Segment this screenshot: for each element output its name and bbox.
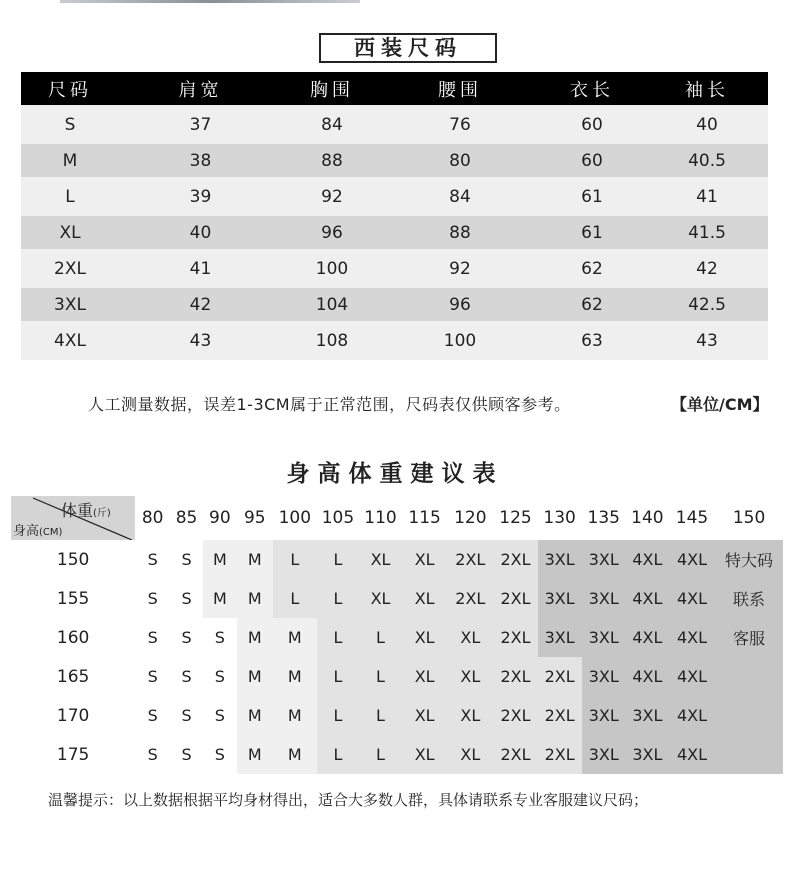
height-row	[11, 735, 783, 774]
table-cell: 92	[382, 249, 538, 288]
size-cell: 4XL	[669, 657, 715, 696]
suit-size-table	[21, 72, 768, 360]
size-cell: XL	[447, 696, 493, 735]
table-cell: 100	[382, 321, 538, 360]
height-cell: 150	[11, 540, 135, 579]
size-cell: 3XL	[626, 735, 669, 774]
table-cell: 40.5	[646, 144, 768, 177]
table-row	[21, 177, 768, 216]
size-cell: 3XL	[582, 735, 626, 774]
size-cell: XL	[402, 696, 447, 735]
size-cell: 4XL	[669, 735, 715, 774]
height-row	[11, 540, 783, 579]
size-cell: S	[135, 657, 170, 696]
weight-header-cell: 80	[135, 496, 170, 540]
table-cell: 61	[538, 177, 646, 216]
size-cell: M	[273, 735, 317, 774]
size-cell: 4XL	[669, 618, 715, 657]
size-cell: XL	[359, 579, 402, 618]
size-cell: L	[359, 735, 402, 774]
table-row	[21, 144, 768, 177]
tip-note: 温馨提示：以上数据根据平均身材得出，适合大多数人群，具体请联系专业客服建议尺码；	[48, 791, 649, 809]
size-cell: S	[170, 735, 203, 774]
weight-header-cell: 145	[669, 496, 715, 540]
height-axis-label	[13, 520, 62, 539]
table-cell: 60	[538, 144, 646, 177]
table-cell: 88	[382, 216, 538, 249]
height-unit: (CM)	[39, 527, 63, 538]
size-cell: S	[203, 735, 237, 774]
table-cell: 63	[538, 321, 646, 360]
size-cell: 4XL	[626, 579, 669, 618]
weight-header-cell: 110	[359, 496, 402, 540]
table-cell: 96	[382, 288, 538, 321]
height-row	[11, 618, 783, 657]
col-header-sleeve: 袖长	[646, 72, 768, 105]
height-cell: 170	[11, 696, 135, 735]
table-cell: 84	[382, 177, 538, 216]
weight-header-cell: 150	[715, 496, 783, 540]
weight-unit: (斤)	[93, 508, 111, 519]
size-cell: XL	[447, 657, 493, 696]
size-cell: 3XL	[582, 540, 626, 579]
size-cell: S	[203, 696, 237, 735]
size-cell: L	[273, 540, 317, 579]
weight-header-cell: 105	[317, 496, 359, 540]
unit-note: 【单位/CM】	[671, 395, 769, 414]
size-cell: 3XL	[582, 696, 626, 735]
table-cell: 4XL	[21, 321, 119, 360]
size-cell: 3XL	[626, 696, 669, 735]
size-cell: L	[317, 618, 359, 657]
contact-service-cell	[715, 696, 783, 735]
height-row	[11, 579, 783, 618]
table-cell: S	[21, 105, 119, 144]
size-cell: M	[273, 657, 317, 696]
size-cell: M	[273, 618, 317, 657]
col-header-length: 衣长	[538, 72, 646, 105]
size-cell: 2XL	[493, 579, 537, 618]
col-header-waist: 腰围	[382, 72, 538, 105]
table-cell: 42	[119, 288, 282, 321]
size-cell: S	[135, 696, 170, 735]
table-cell: 37	[119, 105, 282, 144]
table-row	[21, 321, 768, 360]
weight-header-cell: 120	[447, 496, 493, 540]
height-cell: 175	[11, 735, 135, 774]
contact-service-cell	[715, 657, 783, 696]
weight-header-cell: 130	[538, 496, 582, 540]
table-cell: 41	[119, 249, 282, 288]
weight-header-cell: 125	[493, 496, 537, 540]
table-cell: 60	[538, 105, 646, 144]
weight-header-cell: 115	[402, 496, 447, 540]
size-cell: S	[203, 618, 237, 657]
contact-service-cell: 特大码	[715, 540, 783, 579]
table-cell: L	[21, 177, 119, 216]
height-cell: 165	[11, 657, 135, 696]
height-row	[11, 696, 783, 735]
size-cell: S	[170, 618, 203, 657]
size-cell: M	[237, 735, 273, 774]
table-row	[21, 216, 768, 249]
size-cell: S	[203, 657, 237, 696]
size-cell: 2XL	[493, 657, 537, 696]
col-header-shoulder: 肩宽	[119, 72, 282, 105]
size-cell: S	[170, 540, 203, 579]
height-cell: 160	[11, 618, 135, 657]
table-cell: 41	[646, 177, 768, 216]
size-cell: 4XL	[626, 540, 669, 579]
table-cell: 40	[646, 105, 768, 144]
size-cell: L	[317, 735, 359, 774]
size-cell: M	[237, 579, 273, 618]
size-cell: 3XL	[582, 579, 626, 618]
size-cell: L	[317, 579, 359, 618]
size-cell: 2XL	[538, 696, 582, 735]
size-cell: M	[273, 696, 317, 735]
size-cell: L	[317, 540, 359, 579]
measurement-note: 人工测量数据，误差1-3CM属于正常范围，尺码表仅供顾客参考。	[88, 395, 571, 414]
table-cell: XL	[21, 216, 119, 249]
contact-service-cell: 联系	[715, 579, 783, 618]
table-cell: 40	[119, 216, 282, 249]
size-cell: M	[237, 657, 273, 696]
height-weight-table	[11, 496, 783, 774]
table-cell: 62	[538, 249, 646, 288]
table-cell: 92	[282, 177, 382, 216]
size-cell: 3XL	[538, 540, 582, 579]
top-banner-edge	[60, 0, 360, 3]
size-cell: 4XL	[626, 657, 669, 696]
size-cell: XL	[447, 735, 493, 774]
size-cell: L	[359, 618, 402, 657]
size-cell: XL	[402, 735, 447, 774]
suit-size-title: 西装尺码	[319, 33, 497, 63]
size-cell: XL	[402, 540, 447, 579]
table-cell: 42.5	[646, 288, 768, 321]
weight-header-cell: 95	[237, 496, 273, 540]
size-cell: S	[170, 696, 203, 735]
size-cell: 3XL	[582, 618, 626, 657]
table-row	[21, 249, 768, 288]
table-cell: 43	[646, 321, 768, 360]
size-cell: S	[135, 579, 170, 618]
size-cell: 3XL	[538, 618, 582, 657]
weight-header-cell: 85	[170, 496, 203, 540]
size-cell: 4XL	[626, 618, 669, 657]
size-cell: L	[273, 579, 317, 618]
size-cell: S	[135, 540, 170, 579]
size-cell: M	[237, 696, 273, 735]
size-cell: XL	[359, 540, 402, 579]
col-header-chest: 胸围	[282, 72, 382, 105]
size-cell: 4XL	[669, 696, 715, 735]
size-cell: M	[237, 618, 273, 657]
height-weight-title: 身高体重建议表	[286, 461, 504, 487]
size-cell: 2XL	[447, 579, 493, 618]
weight-axis-label	[61, 498, 111, 521]
header-corner	[11, 496, 135, 540]
size-cell: 2XL	[538, 657, 582, 696]
size-cell: 2XL	[493, 540, 537, 579]
table-cell: 39	[119, 177, 282, 216]
contact-service-cell	[715, 735, 783, 774]
size-cell: M	[203, 540, 237, 579]
weight-header-cell: 100	[273, 496, 317, 540]
table-cell: 104	[282, 288, 382, 321]
weight-header-cell: 135	[582, 496, 626, 540]
table-cell: 38	[119, 144, 282, 177]
table-cell: M	[21, 144, 119, 177]
size-cell: 3XL	[582, 657, 626, 696]
size-cell: M	[237, 540, 273, 579]
size-cell: XL	[402, 657, 447, 696]
contact-service-cell: 客服	[715, 618, 783, 657]
size-cell: M	[203, 579, 237, 618]
size-cell: 2XL	[447, 540, 493, 579]
height-label: 身高	[13, 524, 40, 539]
size-cell: 4XL	[669, 540, 715, 579]
weight-header-cell: 140	[626, 496, 669, 540]
table-cell: 41.5	[646, 216, 768, 249]
table-row	[21, 288, 768, 321]
weight-header-row	[11, 496, 783, 540]
size-cell: XL	[402, 618, 447, 657]
table-cell: 76	[382, 105, 538, 144]
size-cell: 2XL	[493, 618, 537, 657]
suit-size-header-row	[21, 72, 768, 105]
size-cell: XL	[402, 579, 447, 618]
size-cell: S	[135, 735, 170, 774]
table-cell: 3XL	[21, 288, 119, 321]
size-cell: L	[359, 657, 402, 696]
table-cell: 80	[382, 144, 538, 177]
weight-header-cell: 90	[203, 496, 237, 540]
table-cell: 62	[538, 288, 646, 321]
size-cell: L	[317, 696, 359, 735]
table-cell: 2XL	[21, 249, 119, 288]
size-cell: 2XL	[493, 735, 537, 774]
table-cell: 43	[119, 321, 282, 360]
size-cell: 3XL	[538, 579, 582, 618]
table-cell: 100	[282, 249, 382, 288]
size-cell: XL	[447, 618, 493, 657]
height-cell: 155	[11, 579, 135, 618]
table-cell: 84	[282, 105, 382, 144]
size-cell: 2XL	[493, 696, 537, 735]
height-row	[11, 657, 783, 696]
weight-label: 体重	[61, 501, 94, 520]
col-header-size: 尺码	[21, 72, 119, 105]
table-cell: 61	[538, 216, 646, 249]
table-cell: 42	[646, 249, 768, 288]
table-cell: 96	[282, 216, 382, 249]
size-cell: L	[359, 696, 402, 735]
size-cell: S	[170, 579, 203, 618]
table-cell: 108	[282, 321, 382, 360]
table-row	[21, 105, 768, 144]
size-cell: L	[317, 657, 359, 696]
size-cell: S	[135, 618, 170, 657]
size-cell: 4XL	[669, 579, 715, 618]
table-cell: 88	[282, 144, 382, 177]
size-cell: S	[170, 657, 203, 696]
size-cell: 2XL	[538, 735, 582, 774]
